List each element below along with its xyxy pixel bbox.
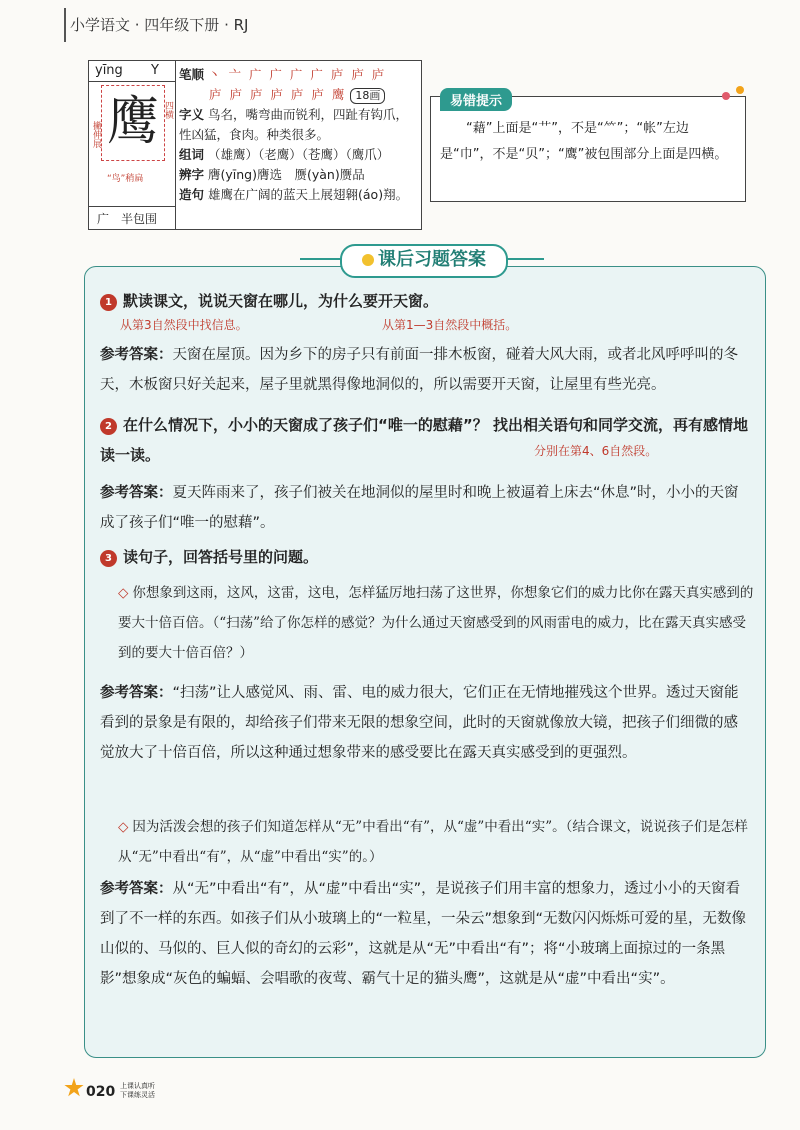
banner-line-right <box>504 258 544 260</box>
hint-bottom: “鸟”稍扁 <box>107 174 144 184</box>
strokes-row-2 <box>179 85 417 105</box>
q1-note-right: 从第1—3自然段中概括。 <box>382 318 518 332</box>
sentence-row: 造句 雄鹰在广阔的蓝天上展翅翱(áo)翔。 <box>179 187 409 202</box>
pinyin-initial: Y <box>151 63 159 78</box>
header-rule <box>64 8 66 42</box>
tip-text: “藉”上面是“艹”，不是“⺮”；“帐”左边是“巾”，不是“贝”；“鹰”被包围部分上面是四横。 <box>440 121 728 162</box>
radical-row <box>89 206 175 229</box>
hint-right: 四横 <box>163 101 173 119</box>
footer-note: 上课认真听 下课练灵活 <box>120 1082 155 1099</box>
big-character: 鹰 <box>106 92 159 152</box>
pinyin-row <box>89 61 175 82</box>
words-row: 组词 （雄鹰）（老鹰）（苍鹰）（鹰爪） <box>179 147 390 162</box>
diamond-icon: ◇ <box>118 585 129 601</box>
question-number-icon: 2 <box>100 418 117 435</box>
q2-answer: 参考答案：夏天阵雨来了，孩子们被关在地洞似的屋里时和晚上被逼着上床去“休息”时，小小的天窗成了孩子们“唯一的慰藉”。 <box>100 485 739 531</box>
flower-icon <box>722 92 730 100</box>
radical: 广 <box>97 212 110 226</box>
bee-icon <box>736 86 744 94</box>
character-details <box>179 65 417 205</box>
question-1: 1 默读课文，说说天窗在哪儿，为什么要开天窗。 <box>100 286 438 316</box>
question-2: 2 在什么情况下，小小的天窗成了孩子们“唯一的慰藉”？ 找出相关语句和同学交流，再有感情地读一读。 <box>100 416 748 464</box>
diamond-icon: ◇ <box>118 819 129 835</box>
page-number: 020 <box>86 1084 116 1100</box>
page-header: 小学语文 · 四年级下册 · RJ <box>70 16 249 34</box>
star-icon <box>64 1078 84 1098</box>
character-card <box>88 60 422 230</box>
question-number-icon: 3 <box>100 550 117 567</box>
banner-line-left <box>300 258 340 260</box>
tip-tag: 易错提示 <box>440 88 512 111</box>
question-number-icon: 1 <box>100 294 117 311</box>
section-title: 课后习题答案 <box>340 244 508 278</box>
meaning-row: 字义 鸟名，嘴弯曲而锐利，四趾有钩爪，性凶猛，食肉。种类很多。 <box>179 107 409 142</box>
q2-note: 分别在第4、6自然段。 <box>534 444 658 458</box>
character-grid <box>89 61 176 229</box>
hint-left: 撇伸展 <box>91 121 101 148</box>
q3-answer-2: 参考答案：从“无”中看出“有”，从“虚”中看出“实”，是说孩子们用丰富的想象力，透过小小的天窗看到了不一样的东西。如孩子们从小玻璃上的“一粒星，一朵云”想象到“无数闪闪烁烁可爱的星，无数像山似的、马似的、巨人似的奇幻的云彩”，这就是从“无”中看出“有”；将“小玻璃上面掠过的一条黑影”想象成“灰色的蝙蝠、会唱歌的夜莺、霸气十足的猫头鹰”，这就是从“虚”中看出“实”。 <box>100 881 747 987</box>
strokes-line1: 丶 亠 广 广 广 广 庐 庐 庐 <box>208 67 387 82</box>
structure: 半包围 <box>121 212 158 226</box>
q3-sub-2: ◇ 因为活泼会想的孩子们知道怎样从“无”中看出“有”，从“虚”中看出“实”。（结合课文，说说孩子们是怎样从“无”中看出“有”，从“虚”中看出“实”的。） <box>118 819 748 865</box>
strokes-line2: 庐 庐 庐 庐 庐 庐 鹰 <box>209 87 347 102</box>
distinguish-row: 辨字 膺(yīng)膺选 赝(yàn)赝品 <box>179 167 365 182</box>
q3-sub-1: ◇ 你想象到这雨，这风，这雷，这电，怎样猛厉地扫荡了这世界，你想象它们的威力比你在露天真实感到的要大十倍百倍。（“扫荡”给了你怎样的感觉？为什么通过天窗感受到的风雨雷电的威力，比在露天真实感受到的要大十倍百倍？） <box>118 585 754 661</box>
strokes-row: 笔顺 丶 亠 广 广 广 广 庐 庐 庐 <box>179 67 387 82</box>
q3-answer-1: 参考答案：“扫荡”让人感觉风、雨、雷、电的威力很大，它们正在无情地摧残这个世界。透过天窗能看到的景象是有限的，却给孩子们带来无限的想象空间，此时的天窗就像放大镜，把孩子们细微的感觉放大了十倍百倍，所以这种通过想象带来的感受要比在露天真实感受到的更强烈。 <box>100 685 739 761</box>
pinyin: yīng <box>95 63 123 78</box>
q1-answer: 参考答案：天窗在屋顶。因为乡下的房子只有前面一排木板窗，碰着大风大雨，或者北风呼呼叫的冬天，木板窗只好关起来，屋子里就黑得像地洞似的，所以需要开天窗，让屋里有些光亮。 <box>100 347 738 393</box>
question-3: 3 读句子，回答括号里的问题。 <box>100 542 318 572</box>
lightbulb-icon <box>362 254 374 266</box>
stroke-count: 18画 <box>350 88 385 104</box>
q1-note-left: 从第3自然段中找信息。 <box>120 318 248 332</box>
